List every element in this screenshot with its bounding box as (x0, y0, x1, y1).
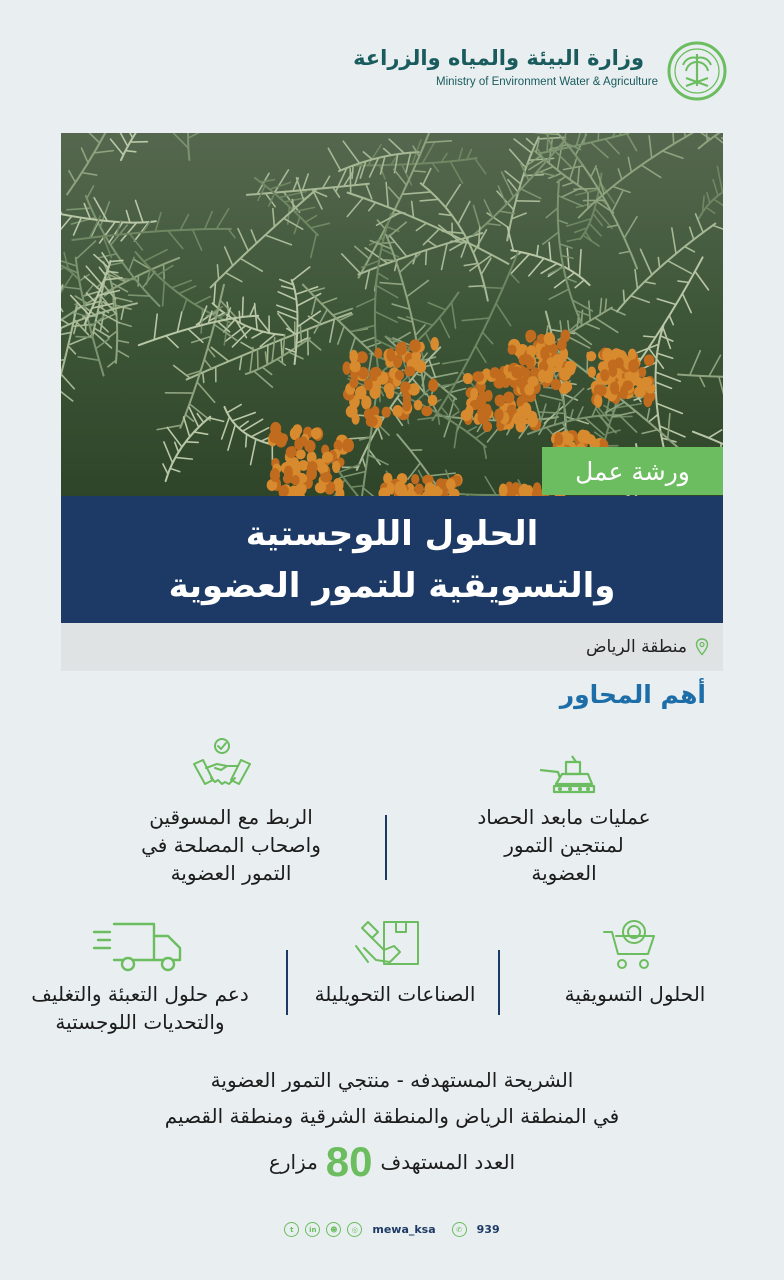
date-fruit (465, 405, 473, 418)
frond-leaflet (308, 329, 309, 354)
date-fruit (628, 349, 637, 361)
date-fruit (399, 341, 408, 354)
shopping-cart-icon (600, 918, 658, 972)
date-fruit (508, 345, 517, 355)
date-fruit (404, 366, 415, 376)
date-fruit (610, 381, 619, 394)
date-fruit (384, 383, 395, 394)
date-fruit (284, 465, 293, 479)
frond-leaflet (257, 350, 258, 370)
date-fruit (600, 369, 609, 381)
date-fruit (320, 472, 332, 482)
date-fruit (270, 468, 280, 482)
date-fruit (401, 381, 411, 391)
ministry-name-english: Ministry of Environment Water & Agriculture (436, 76, 658, 88)
frond-leaflet (186, 442, 199, 443)
target-count-label: العدد المستهدف (380, 1150, 516, 1174)
axis-item-linking-marketers (120, 803, 342, 887)
date-fruit (374, 348, 382, 359)
frond-leaflet (76, 337, 93, 338)
date-fruit (512, 366, 522, 378)
date-fruit (269, 430, 280, 443)
date-fruit (430, 337, 439, 351)
harvester-icon (536, 750, 598, 796)
axis-line: دعم حلول التعبئة والتغليف (31, 982, 249, 1006)
ministry-name-arabic: وزارة البيئة والمياه والزراعة (353, 46, 644, 70)
date-fruit (642, 377, 653, 387)
date-fruit (565, 362, 576, 375)
date-fruit (409, 339, 421, 352)
date-fruit (476, 394, 486, 408)
palm-dates-photo (61, 133, 723, 496)
target-regions-line: في المنطقة الرياض والمنطقة الشرقية ومنطقة القصيم (164, 1104, 620, 1128)
date-fruit (623, 380, 634, 390)
date-fruit (628, 359, 639, 372)
frond-leaflet (673, 133, 674, 144)
twitter-icon[interactable]: t (284, 1222, 299, 1237)
axis-line: الربط مع المسوقين (149, 805, 313, 829)
date-fruit (382, 407, 391, 418)
axis-item-post-harvest (455, 803, 673, 887)
axis-line: الصناعات التحويليلة (314, 982, 476, 1006)
date-fruit (421, 406, 432, 416)
date-fruit (395, 370, 404, 381)
location-bar (61, 623, 723, 671)
axis-line: لمنتجين التمور (504, 833, 624, 857)
axis-line: التمور العضوية (170, 861, 292, 885)
date-fruit (342, 438, 354, 452)
date-fruit (494, 409, 504, 422)
target-count-unit: مزارع (268, 1150, 318, 1174)
axis-item-marketing-solutions (548, 980, 722, 1008)
date-fruit (349, 350, 358, 363)
date-fruit (299, 436, 308, 446)
date-fruit (317, 463, 328, 473)
date-fruit (602, 348, 613, 362)
frond-leaflet (384, 260, 396, 261)
frond-leaflet (644, 336, 656, 337)
date-fruit (322, 452, 333, 463)
date-fruit (412, 355, 420, 365)
target-count (0, 1138, 784, 1186)
date-fruit (483, 421, 492, 431)
date-fruit (644, 354, 655, 366)
date-fruit (424, 482, 435, 495)
date-fruit (587, 367, 596, 378)
date-fruit (368, 416, 378, 427)
ministry-logo-icon (666, 40, 728, 102)
date-fruit (472, 371, 484, 382)
divider (286, 950, 288, 1015)
title-line-2: والتسويقية للتمور العضوية (168, 565, 616, 606)
target-segment-line: الشريحة المستهدفه - منتجي التمور العضوية (210, 1068, 574, 1092)
frond-leaflet (413, 171, 425, 172)
frond-leaflet (292, 199, 293, 209)
phone-number[interactable]: 939 (476, 1223, 500, 1236)
date-fruit (521, 408, 529, 419)
axis-line: واصحاب المصلحة في (141, 833, 321, 857)
axis-item-processing-industries (298, 980, 492, 1008)
date-fruit (352, 413, 360, 425)
date-fruit (538, 369, 547, 382)
date-fruit (292, 424, 302, 435)
date-fruit (411, 474, 419, 484)
date-fruit (544, 332, 555, 345)
date-fruit (349, 377, 358, 388)
date-fruit (490, 367, 500, 378)
workshop-badge: ورشة عمل (542, 447, 723, 495)
date-fruit (306, 467, 317, 480)
date-fruit (523, 354, 532, 365)
date-fruit (586, 351, 596, 361)
phone-icon: ✆ (452, 1222, 467, 1237)
date-fruit (446, 479, 456, 491)
axis-item-packaging-logistics (8, 980, 272, 1036)
date-fruit (342, 361, 351, 375)
linkedin-icon[interactable]: in (305, 1222, 320, 1237)
frond-leaflet (203, 372, 204, 382)
frond-leaflet (426, 250, 427, 265)
date-fruit (524, 384, 534, 396)
handshake-icon (191, 736, 253, 794)
divider (385, 815, 387, 880)
box-hand-icon (354, 918, 420, 968)
target-count-value: 80 (325, 1138, 373, 1185)
frond-leaflet (352, 165, 353, 178)
date-fruit (643, 395, 652, 407)
date-fruit (578, 429, 588, 443)
date-fruit (286, 446, 297, 458)
footer (0, 1222, 784, 1237)
date-fruit (463, 373, 473, 384)
date-fruit (278, 433, 288, 443)
axes-heading: أهم المحاور (559, 680, 706, 709)
date-fruit (291, 475, 300, 485)
date-fruit (428, 395, 438, 406)
date-fruit (507, 404, 516, 415)
date-fruit (551, 379, 561, 391)
date-fruit (525, 330, 536, 342)
date-fruit (414, 483, 423, 494)
axis-line: والتحديات اللوجستية (55, 1010, 225, 1034)
date-fruit (503, 391, 514, 403)
date-fruit (393, 355, 402, 368)
date-fruit (554, 433, 563, 445)
location-pin-icon (695, 638, 709, 656)
date-fruit (428, 379, 438, 392)
title-banner (61, 496, 723, 623)
frond-leaflet (350, 169, 351, 194)
date-fruit (540, 346, 549, 360)
date-fruit (560, 330, 570, 343)
date-fruit (414, 400, 423, 411)
frond-leaflet (246, 434, 247, 447)
delivery-truck-icon (92, 920, 184, 974)
date-fruit (332, 461, 340, 473)
social-handle[interactable]: mewa_ksa (372, 1223, 436, 1236)
frond-leaflet (242, 297, 243, 317)
date-fruit (370, 367, 381, 377)
date-fruit (615, 357, 624, 368)
date-fruit (597, 385, 607, 397)
frond-leaflet (129, 295, 150, 296)
axis-line: الحلول التسويقية (564, 982, 706, 1006)
date-fruit (516, 420, 526, 433)
date-fruit (528, 414, 538, 427)
axis-line: عمليات مابعد الحصاد (477, 805, 651, 829)
snapchat-icon[interactable]: ☻ (326, 1222, 341, 1237)
instagram-icon[interactable]: ◎ (347, 1222, 362, 1237)
date-fruit (311, 428, 322, 439)
date-fruit (355, 386, 367, 399)
frond-leaflet (623, 290, 624, 302)
axis-line: العضوية (531, 861, 597, 885)
title-line-1: الحلول اللوجستية (245, 513, 539, 554)
location-text: منطقة الرياض (585, 637, 687, 657)
date-fruit (296, 449, 306, 459)
date-fruit (403, 402, 411, 412)
frond-leaflet (469, 286, 484, 287)
divider (498, 950, 500, 1015)
frond-leaflet (110, 260, 123, 261)
date-fruit (392, 405, 402, 417)
